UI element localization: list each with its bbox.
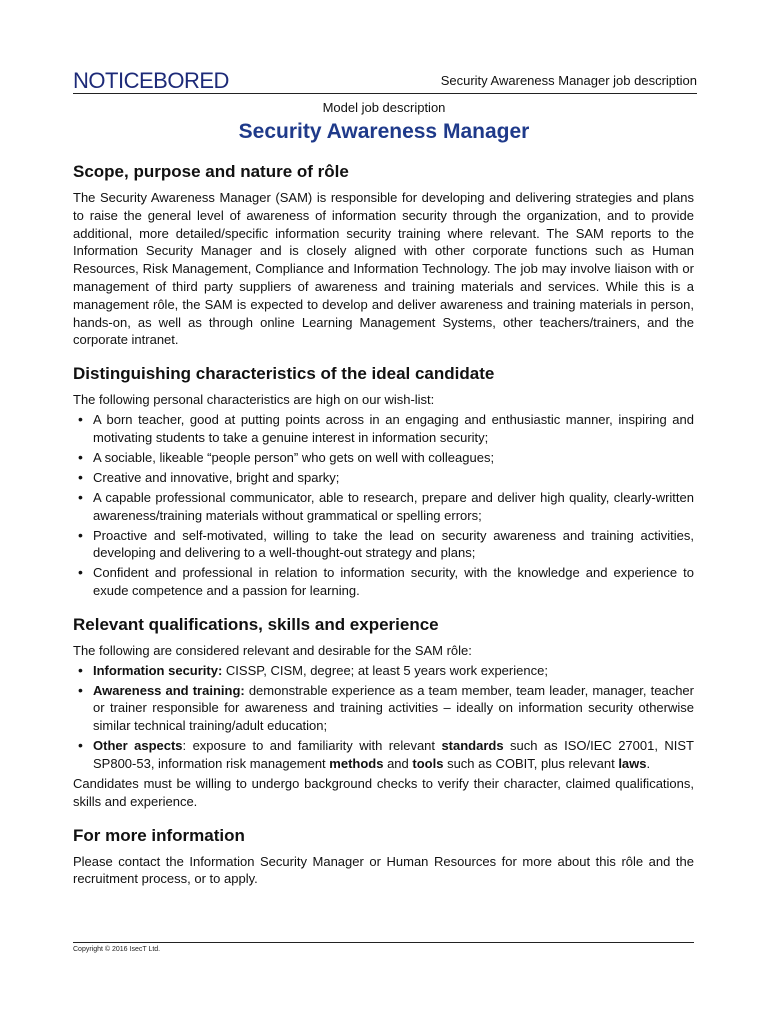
section-more-info [73,825,694,889]
list-item: • Confident and professional in relation to information security, with the knowledge and experience to exude competence and a passion for learning. [73,564,694,600]
list-item: • A capable professional communicator, able to research, prepare and deliver high quality, clearly-written awareness/training materials without grammatical or spelling errors; [73,489,694,525]
item-text-bold: methods [329,756,384,772]
copyright-footer: Copyright © 2016 IsecT Ltd. [73,946,161,953]
list-item: • A sociable, likeable “people person” who gets on well with colleagues; [73,449,694,467]
item-text: and [383,756,413,772]
item-text: . [646,756,651,772]
footer-divider [73,942,694,943]
header-document-title: Security Awareness Manager job description [440,73,697,88]
item-text: : exposure to and familiarity with relevant [182,738,442,754]
item-text: such as COBIT, plus relevant [443,756,619,772]
section-scope [73,161,694,349]
list-item [73,737,694,773]
item-text: CISSP, CISM, degree; at least 5 years work experience; [222,662,548,678]
document-body [73,161,694,902]
list-item: • Creative and innovative, bright and sparky; [73,469,694,487]
item-label: Awareness and training: [93,682,245,698]
page-title: Security Awareness Manager [238,120,530,143]
item-text-bold: standards [441,738,504,754]
logo-part: RED [183,68,229,93]
logo-o: O [167,68,184,93]
section-intro: The following personal characteristics are high on our wish-list: [73,392,435,408]
section-closing: Candidates must be willing to undergo background checks to verify their character, claimed qualifications, skills and experience. [73,776,694,809]
logo-part: TICEB [105,68,168,93]
section-heading: Scope, purpose and nature of rôle [73,162,349,181]
characteristics-list [73,411,694,600]
section-characteristics [73,363,694,600]
section-paragraph: The Security Awareness Manager (SAM) is responsible for developing and delivering strategies and plans to raise the general level of awareness of information security through the organization, and to provide additional, more detailed/specific information security training where relevant. The SAM reports to the Information Security Manager and is closely aligned with other corporate functions such as Human Resources, Risk Management, Compliance and Information Technology. The job may involve liaison with or management of third party suppliers of awareness and training materials and services. While this is a management rôle, the SAM is expected to develop and deliver awareness and training materials in person, hands-on, as well as through online Learning Management Systems, other teachers/trainers, and the corporate intranet. [73,190,694,348]
list-item [73,682,694,735]
list-item: • Proactive and self-motivated, willing to take the lead on security awareness and training activities, developing and delivering to a well-thought-out strategy and plans; [73,527,694,563]
section-qualifications [73,614,694,811]
qualifications-list [73,662,694,773]
noticebored-logo [73,68,229,94]
section-heading: Distinguishing characteristics of the ideal candidate [73,364,495,384]
logo-part: N [73,68,89,93]
item-text-bold: laws [618,756,647,772]
page-header [73,68,697,94]
item-text: demonstrable experience as a team member, team leader, manager, teacher or trainer responsible for awareness and training activities – ideally on information security otherwise similar technical training/adult education; [93,682,694,734]
item-text-bold: tools [412,756,444,772]
section-heading: For more information [73,825,245,845]
list-item [73,662,694,680]
section-heading: Relevant qualifications, skills and experience [73,614,439,634]
item-text: such as ISO/IEC 27001, NIST SP800-53, information risk management [93,738,694,772]
document-subtitle: Model job description [322,100,446,115]
list-item: • A born teacher, good at putting points across in an engaging and enthusiastic manner, inspiring and motivating students to take a genuine interest in information security; [73,411,694,447]
section-intro: The following are considered relevant and desirable for the SAM rôle: [73,642,472,658]
item-label: Information security: [93,662,223,678]
item-label: Other aspects [93,738,183,754]
section-paragraph: Please contact the Information Security Manager or Human Resources for more about this rôle and the recruitment process, or to apply. [73,853,694,887]
logo-o: O [88,68,106,93]
